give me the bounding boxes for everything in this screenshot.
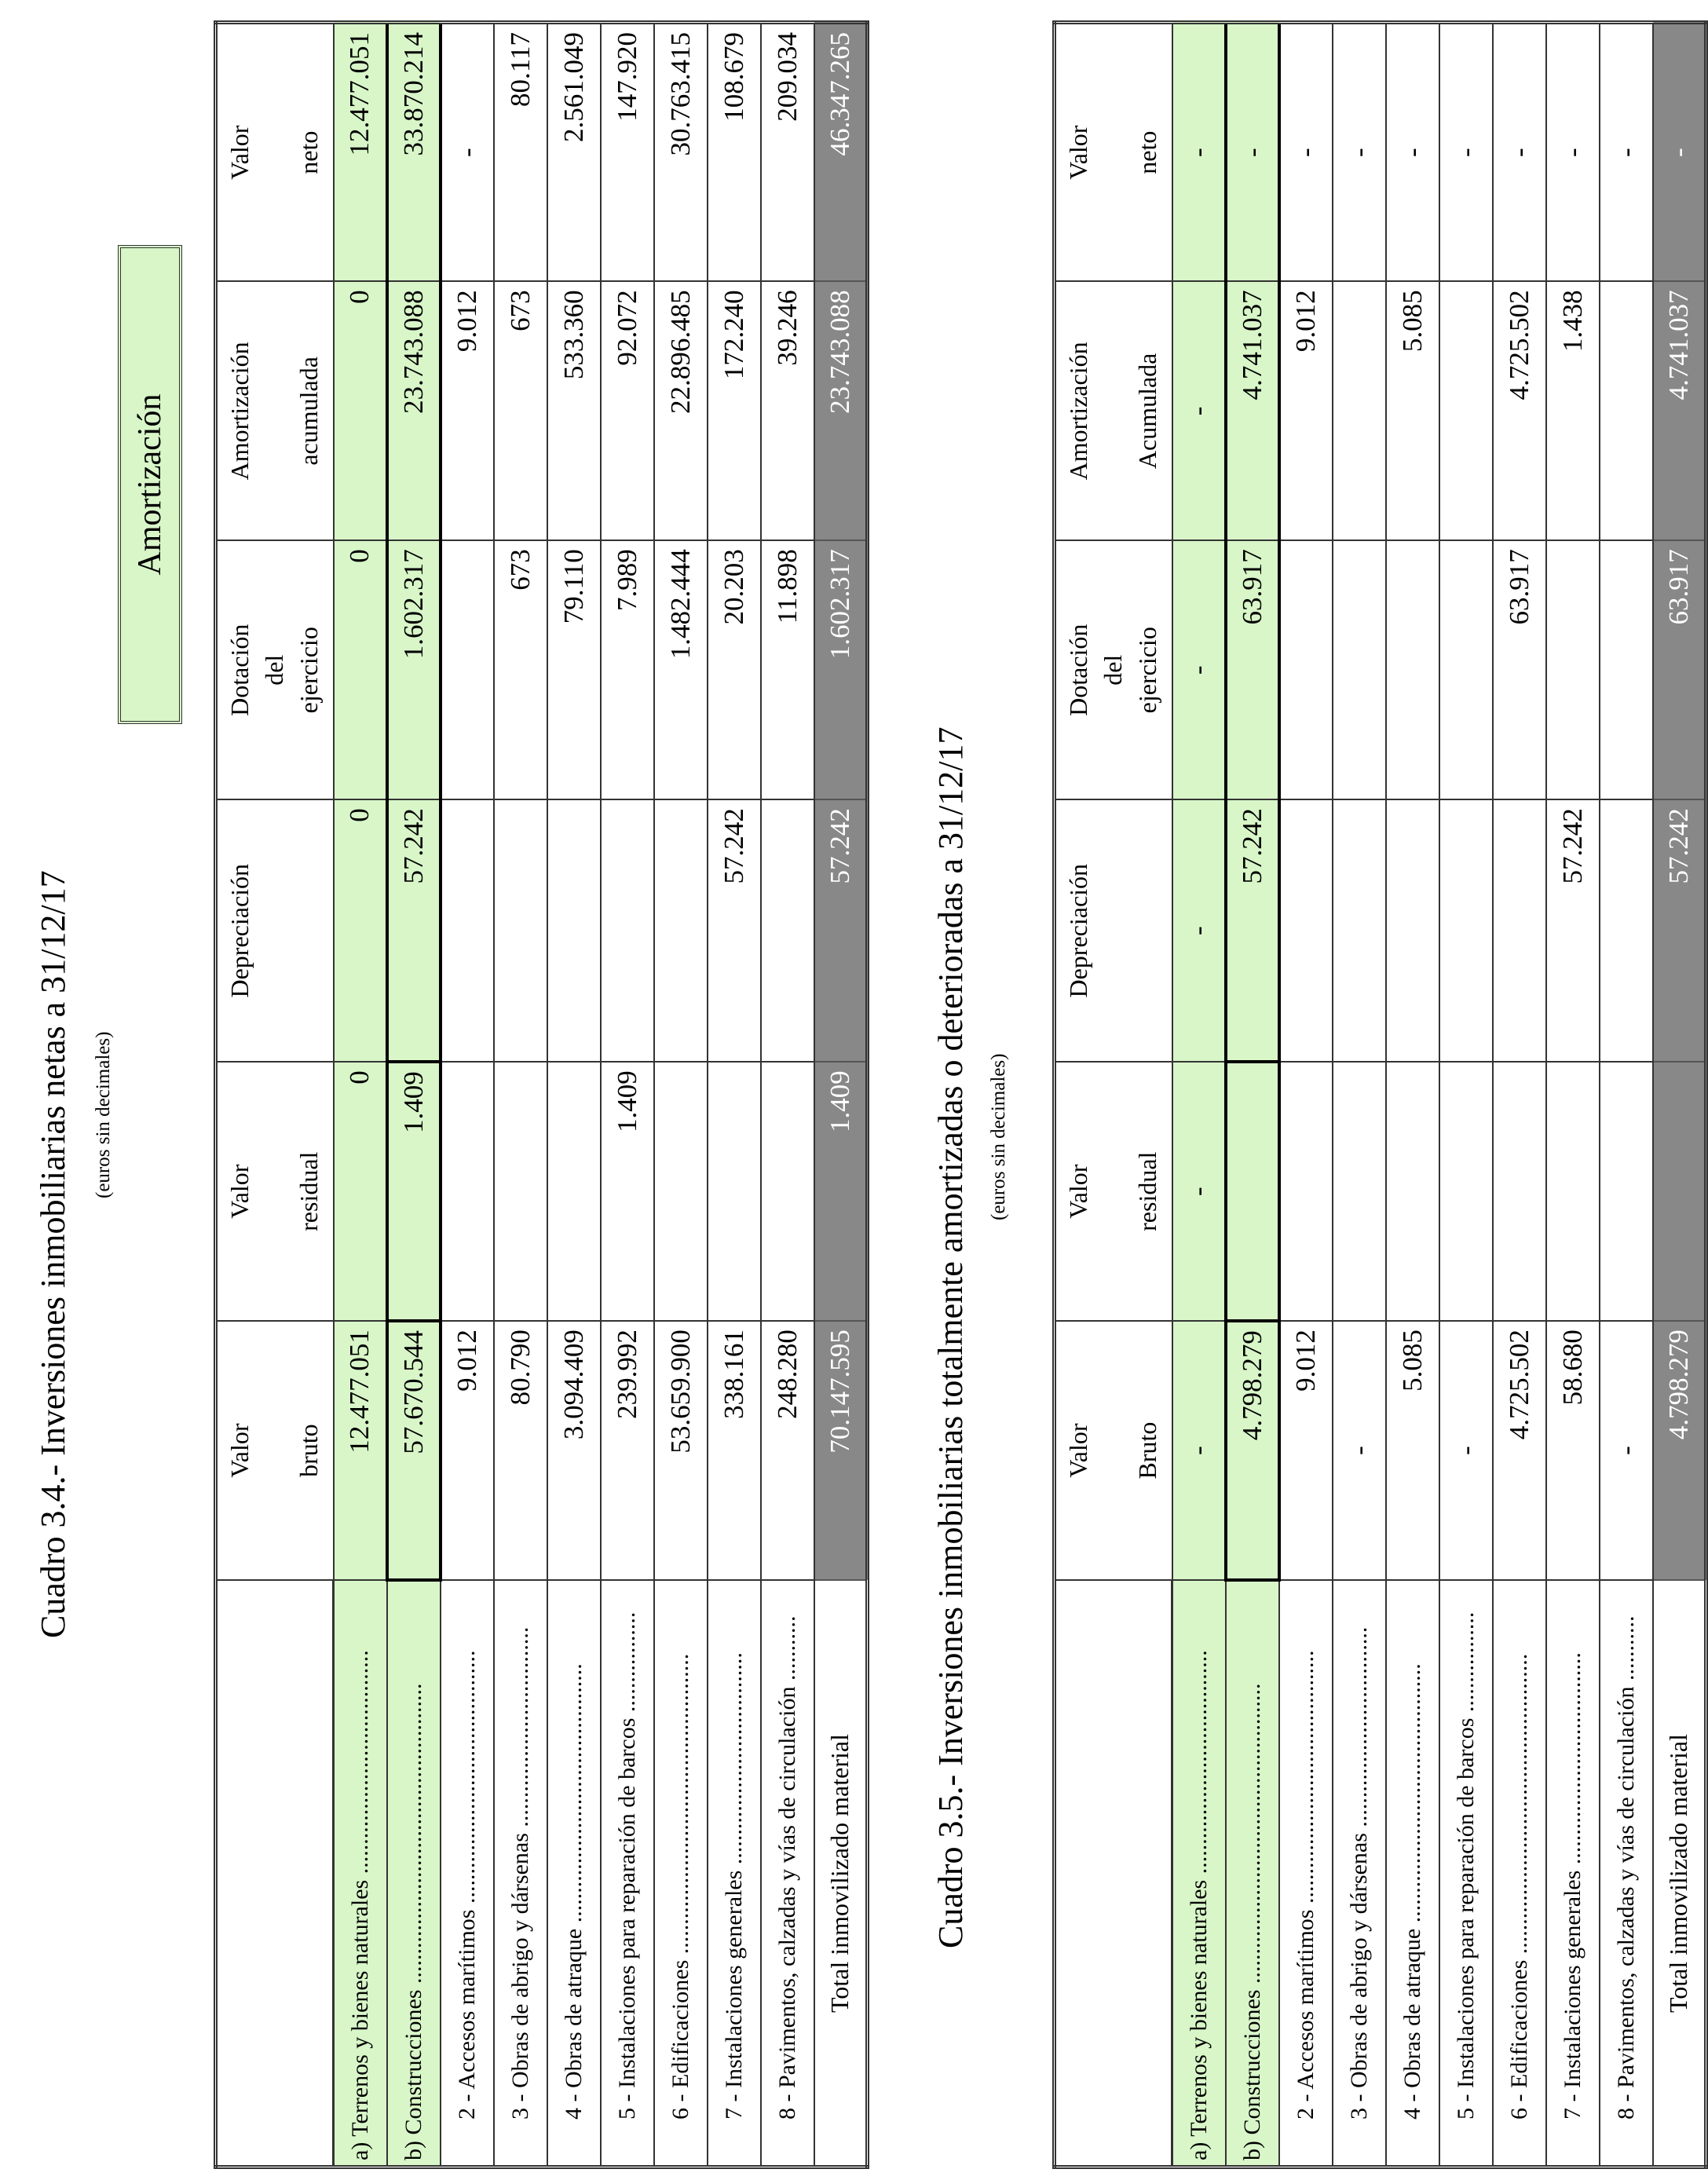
cell-value: [494, 799, 547, 1062]
cell-value: 0: [334, 540, 387, 799]
cell-value: -: [1279, 23, 1333, 282]
table-investments-fully-amortized: [1052, 20, 1708, 2169]
row-label: 4 - Obras de atraque ............................................: [547, 1580, 601, 2167]
cell-value: [1439, 1062, 1493, 1321]
cell-value: 53.659.900: [654, 1321, 708, 1580]
total-value: 57.242: [814, 799, 868, 1062]
cell-value: 33.870.214: [387, 23, 441, 282]
column-header-3: [1055, 799, 1172, 1062]
row-label: 8 - Pavimentos, calzadas y vías de circulación ...........: [761, 1580, 814, 2167]
table-row: [334, 23, 387, 2167]
cell-value: 533.360: [547, 281, 601, 540]
cell-value: 172.240: [708, 281, 761, 540]
row-label: 2 - Accesos marítimos ...........................................: [1279, 1580, 1333, 2167]
column-header-6: [216, 23, 334, 282]
cell-value: 12.477.051: [334, 1321, 387, 1580]
column-header-line: residual: [294, 1151, 323, 1231]
column-header-line: Amortización: [1064, 342, 1092, 481]
cell-value: -: [1600, 1321, 1653, 1580]
column-header-line: bruto: [294, 1424, 323, 1477]
cell-value: [761, 799, 814, 1062]
cell-value: [1386, 799, 1439, 1062]
cell-value: 39.246: [761, 281, 814, 540]
cell-value: -: [1172, 1321, 1226, 1580]
cell-value: [1439, 281, 1493, 540]
table-investments-net: [214, 20, 869, 2169]
cell-value: -: [1226, 23, 1279, 282]
cell-value: 58.680: [1546, 1321, 1600, 1580]
cell-value: 0: [334, 799, 387, 1062]
cell-value: -: [1172, 1062, 1226, 1321]
cell-value: [708, 1062, 761, 1321]
row-label: a) Terrenos y bienes naturales ......................................: [334, 1580, 387, 2167]
table-row: [494, 23, 547, 2167]
cell-value: [654, 1062, 708, 1321]
total-value: [1653, 1062, 1706, 1321]
row-label: 5 - Instalaciones para reparación de barcos .................: [1439, 1580, 1493, 2167]
cell-value: 4.725.502: [1493, 1321, 1546, 1580]
cell-value: 20.203: [708, 540, 761, 799]
cell-value: [441, 1062, 494, 1321]
cell-value: 209.034: [761, 23, 814, 282]
cell-value: 338.161: [708, 1321, 761, 1580]
cell-value: [1439, 799, 1493, 1062]
cell-value: 673: [494, 540, 547, 799]
cell-value: 1.409: [387, 1062, 441, 1321]
row-label: b) Construcciones ...................................................: [1226, 1580, 1279, 2167]
total-value: 46.347.265: [814, 23, 868, 282]
table-row: [547, 23, 601, 2167]
cell-value: [1546, 1062, 1600, 1321]
total-value: 63.917: [1653, 540, 1706, 799]
cell-value: -: [1172, 281, 1226, 540]
column-header-line: residual: [1133, 1151, 1161, 1231]
column-header-line: Valor: [1064, 125, 1092, 180]
cell-value: 2.561.049: [547, 23, 601, 282]
row-label: 6 - Edificaciones ...................................................: [1493, 1580, 1546, 2167]
table-row: [654, 23, 708, 2167]
cell-value: -: [1386, 23, 1439, 282]
column-header-line: acumulada: [294, 357, 323, 466]
total-value: 70.147.595: [814, 1321, 868, 1580]
table-row: [1493, 23, 1546, 2167]
row-label: 3 - Obras de abrigo y dársenas ..................................: [494, 1580, 547, 2167]
cell-value: 30.763.415: [654, 23, 708, 282]
cell-value: 57.242: [1226, 799, 1279, 1062]
cell-value: 80.117: [494, 23, 547, 282]
cell-value: 673: [494, 281, 547, 540]
table-row: [441, 23, 494, 2167]
column-header-line: del: [1099, 654, 1127, 686]
table-row: [1600, 23, 1653, 2167]
cell-value: 79.110: [547, 540, 601, 799]
cell-value: 5.085: [1386, 281, 1439, 540]
cell-value: 147.920: [601, 23, 654, 282]
column-header-line: Valor: [1064, 1423, 1092, 1478]
cell-value: 57.242: [708, 799, 761, 1062]
cell-value: 3.094.409: [547, 1321, 601, 1580]
column-header-3: [216, 799, 334, 1062]
cell-value: [1546, 540, 1600, 799]
cell-value: 239.992: [601, 1321, 654, 1580]
cell-value: [1600, 1062, 1653, 1321]
cell-value: -: [1546, 23, 1600, 282]
cell-value: 57.670.544: [387, 1321, 441, 1580]
row-label: 5 - Instalaciones para reparación de barcos .................: [601, 1580, 654, 2167]
table-row: [387, 23, 441, 2167]
cell-value: 1.409: [601, 1062, 654, 1321]
total-value: 1.602.317: [814, 540, 868, 799]
column-header-4: [1055, 540, 1172, 799]
header-blank: [1055, 1580, 1172, 2167]
cell-value: 108.679: [708, 23, 761, 282]
column-header-line: Amortización: [225, 342, 254, 481]
cell-value: 9.012: [441, 1321, 494, 1580]
column-header-2: [216, 1062, 334, 1321]
cell-value: 0: [334, 281, 387, 540]
cell-value: 9.012: [441, 281, 494, 540]
row-label: 8 - Pavimentos, calzadas y vías de circulación ...........: [1600, 1580, 1653, 2167]
cell-value: 12.477.051: [334, 23, 387, 282]
total-value: 23.743.088: [814, 281, 868, 540]
total-row: [1653, 23, 1706, 2167]
cell-value: [1333, 540, 1386, 799]
cell-value: 4.725.502: [1493, 281, 1546, 540]
column-header-line: Valor: [225, 125, 254, 180]
total-value: 57.242: [1653, 799, 1706, 1062]
row-label: 2 - Accesos marítimos ...........................................: [441, 1580, 494, 2167]
amortization-group-header: Amortización: [118, 245, 182, 724]
column-header-1: [216, 1321, 334, 1580]
cell-value: 22.896.485: [654, 281, 708, 540]
table-row: [601, 23, 654, 2167]
cell-value: 1.482.444: [654, 540, 708, 799]
cell-value: 9.012: [1279, 1321, 1333, 1580]
cell-value: -: [1600, 23, 1653, 282]
cell-value: 7.989: [601, 540, 654, 799]
column-header-6: [1055, 23, 1172, 282]
cell-value: 1.602.317: [387, 540, 441, 799]
cell-value: 9.012: [1279, 281, 1333, 540]
cell-value: -: [1172, 23, 1226, 282]
column-header-line: Valor: [1064, 1164, 1092, 1219]
column-header-line: Valor: [225, 1423, 254, 1478]
cell-value: [1600, 281, 1653, 540]
cell-value: -: [1172, 799, 1226, 1062]
cell-value: [1493, 1062, 1546, 1321]
cell-value: 1.438: [1546, 281, 1600, 540]
column-header-2: [1055, 1062, 1172, 1321]
cell-value: [494, 1062, 547, 1321]
total-value: -: [1653, 23, 1706, 282]
table-row: [1546, 23, 1600, 2167]
cell-value: [1600, 799, 1653, 1062]
column-header-line: Depreciación: [225, 863, 254, 998]
cell-value: -: [1493, 23, 1546, 282]
column-header-1: [1055, 1321, 1172, 1580]
table-2-title: Cuadro 3.5.- Inversiones inmobiliarias totalmente amortizadas o deterioradas a 31/12/17: [931, 726, 970, 1948]
table-row: [708, 23, 761, 2167]
row-label: 4 - Obras de atraque ............................................: [1386, 1580, 1439, 2167]
table-row: [1226, 23, 1279, 2167]
cell-value: 5.085: [1386, 1321, 1439, 1580]
cell-value: -: [1333, 23, 1386, 282]
cell-value: [1386, 1062, 1439, 1321]
cell-value: [1386, 540, 1439, 799]
column-header-5: [1055, 281, 1172, 540]
cell-value: [1333, 281, 1386, 540]
row-label: 6 - Edificaciones ...................................................: [654, 1580, 708, 2167]
column-header-line: Dotación: [1064, 624, 1092, 716]
cell-value: 248.280: [761, 1321, 814, 1580]
column-header-line: ejercicio: [294, 627, 323, 714]
cell-value: 63.917: [1493, 540, 1546, 799]
table-2-subtitle: (euros sin decimales): [988, 1053, 1009, 1220]
cell-value: [654, 799, 708, 1062]
total-value: 4.798.279: [1653, 1321, 1706, 1580]
cell-value: [1279, 799, 1333, 1062]
total-label: Total inmovilizado material: [1653, 1580, 1706, 2167]
column-header-4: [216, 540, 334, 799]
cell-value: [1493, 799, 1546, 1062]
column-header-line: Dotación: [225, 624, 254, 716]
column-header-line: Acumulada: [1133, 353, 1161, 470]
cell-value: 23.743.088: [387, 281, 441, 540]
cell-value: [1333, 1062, 1386, 1321]
cell-value: -: [1172, 540, 1226, 799]
cell-value: 57.242: [1546, 799, 1600, 1062]
cell-value: 0: [334, 1062, 387, 1321]
cell-value: [1279, 540, 1333, 799]
column-header-line: del: [260, 654, 288, 686]
table-1-title: Cuadro 3.4.- Inversiones inmobiliarias netas a 31/12/17: [34, 870, 72, 1638]
cell-value: [1226, 1062, 1279, 1321]
cell-value: [761, 1062, 814, 1321]
row-label: 7 - Instalaciones generales ....................................: [1546, 1580, 1600, 2167]
cell-value: [1279, 1062, 1333, 1321]
column-header-line: ejercicio: [1133, 627, 1161, 714]
total-value: 1.409: [814, 1062, 868, 1321]
total-row: [814, 23, 868, 2167]
table-row: [1386, 23, 1439, 2167]
table-row: [1333, 23, 1386, 2167]
cell-value: 11.898: [761, 540, 814, 799]
cell-value: [601, 799, 654, 1062]
column-header-line: Depreciación: [1064, 863, 1092, 998]
table-row: [1172, 23, 1226, 2167]
table-row: [1439, 23, 1493, 2167]
cell-value: [547, 1062, 601, 1321]
cell-value: 80.790: [494, 1321, 547, 1580]
cell-value: 4.798.279: [1226, 1321, 1279, 1580]
header-blank: [216, 1580, 334, 2167]
row-label: a) Terrenos y bienes naturales ......................................: [1172, 1580, 1226, 2167]
cell-value: [1600, 540, 1653, 799]
table-1-subtitle: (euros sin decimales): [93, 1031, 114, 1198]
cell-value: 92.072: [601, 281, 654, 540]
table-row: [761, 23, 814, 2167]
cell-value: -: [441, 23, 494, 282]
cell-value: [441, 799, 494, 1062]
column-header-line: neto: [1133, 130, 1161, 174]
total-label: Total inmovilizado material: [814, 1580, 868, 2167]
cell-value: 63.917: [1226, 540, 1279, 799]
row-label: 3 - Obras de abrigo y dársenas ..................................: [1333, 1580, 1386, 2167]
total-value: 4.741.037: [1653, 281, 1706, 540]
cell-value: [441, 540, 494, 799]
row-label: b) Construcciones ...................................................: [387, 1580, 441, 2167]
cell-value: -: [1333, 1321, 1386, 1580]
cell-value: [1439, 540, 1493, 799]
column-header-5: [216, 281, 334, 540]
cell-value: [1333, 799, 1386, 1062]
column-header-line: Valor: [225, 1164, 254, 1219]
column-header-line: Bruto: [1133, 1421, 1161, 1480]
cell-value: 57.242: [387, 799, 441, 1062]
cell-value: [547, 799, 601, 1062]
row-label: 7 - Instalaciones generales ....................................: [708, 1580, 761, 2167]
column-header-line: neto: [294, 130, 323, 174]
cell-value: 4.741.037: [1226, 281, 1279, 540]
table-row: [1279, 23, 1333, 2167]
cell-value: -: [1439, 23, 1493, 282]
cell-value: -: [1439, 1321, 1493, 1580]
